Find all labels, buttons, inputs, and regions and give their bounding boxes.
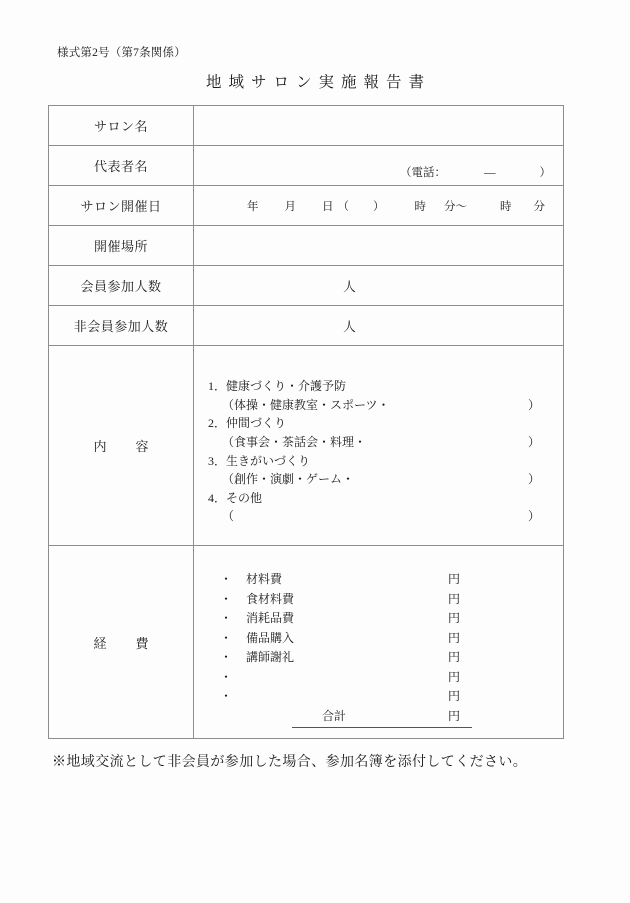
content-item-examples: （体操・健康教室・スポーツ・: [222, 397, 390, 412]
bullet-icon: ・: [220, 591, 233, 606]
content-item-close-paren: ）: [528, 472, 541, 487]
table-row-representative: [49, 146, 564, 186]
phone-suffix: ）: [539, 167, 551, 179]
content-item-examples: （: [222, 509, 235, 524]
content-item-number: 3．: [208, 453, 227, 468]
expense-item-list: [194, 556, 563, 728]
report-form-table: [48, 105, 564, 739]
label-representative: 代表者名: [49, 146, 194, 186]
content-item[interactable]: [208, 414, 563, 433]
content-item-close-paren: ）: [528, 397, 541, 412]
expense-total-currency: 円: [448, 708, 461, 723]
field-nonmember-count[interactable]: [194, 306, 564, 346]
content-item-detail[interactable]: [208, 433, 563, 452]
expense-total-row[interactable]: [292, 707, 472, 728]
phone-prefix: （電話：: [400, 167, 446, 179]
content-item-examples: （創作・演劇・ゲーム・: [222, 472, 355, 487]
bullet-icon: ・: [220, 650, 233, 665]
expense-currency: 円: [448, 591, 461, 606]
content-item-title: 生きがいづくり: [226, 453, 311, 468]
label-held-date: サロン開催日: [49, 186, 194, 226]
expense-row-blank[interactable]: [220, 687, 563, 707]
content-item-number: 1．: [208, 379, 227, 394]
bullet-icon: ・: [220, 669, 233, 684]
page-title: 地域サロン実施報告書: [205, 74, 431, 91]
field-held-date[interactable]: [194, 186, 564, 226]
time-minute-start: 分～: [444, 200, 467, 213]
content-item-number: 2．: [208, 416, 227, 431]
content-item[interactable]: [208, 489, 563, 508]
expense-name: 講師謝礼: [246, 650, 295, 665]
table-row-content: [49, 346, 564, 546]
label-venue: 開催場所: [49, 226, 194, 266]
table-row-held-date: [49, 186, 564, 226]
table-row-venue: [49, 226, 564, 266]
date-year: 年: [247, 200, 259, 213]
expense-name: 食材料費: [246, 591, 295, 606]
table-row-nonmember-count: [49, 306, 564, 346]
expense-currency: 円: [448, 572, 461, 587]
expense-currency: 円: [448, 650, 461, 665]
content-item-detail[interactable]: [208, 507, 563, 526]
content-option-list: [194, 365, 563, 526]
content-item-title: その他: [226, 490, 263, 505]
content-item-detail[interactable]: [208, 396, 563, 415]
date-placeholder-line: [194, 198, 563, 214]
expense-currency: 円: [448, 689, 461, 704]
label-content: 内 容: [49, 346, 194, 546]
table-row-salon-name: [49, 106, 564, 146]
content-item-title: 仲間づくり: [226, 416, 287, 431]
bullet-icon: ・: [220, 572, 233, 587]
expense-row[interactable]: [220, 590, 563, 610]
field-representative[interactable]: [194, 146, 564, 186]
field-content[interactable]: [194, 346, 564, 546]
phone-placeholder-line: [400, 164, 551, 180]
expense-row[interactable]: [220, 629, 563, 649]
content-item-number: 4．: [208, 490, 227, 505]
nonmember-count-unit: 人: [343, 319, 356, 334]
content-item-title: 健康づくり・介護予防: [226, 379, 347, 394]
expense-total-label: 合計: [322, 708, 347, 723]
label-expense: 経 費: [49, 546, 194, 739]
table-row-expense: [49, 546, 564, 739]
expense-currency: 円: [448, 669, 461, 684]
bullet-icon: ・: [220, 689, 233, 704]
expense-row-blank[interactable]: [220, 668, 563, 688]
expense-name: 備品購入: [246, 630, 295, 645]
content-item-close-paren: ）: [528, 434, 541, 449]
time-hour-end: 時: [500, 200, 512, 213]
content-item-detail[interactable]: [208, 470, 563, 489]
content-item-examples: （食事会・茶話会・料理・: [222, 434, 367, 449]
field-expense[interactable]: [194, 546, 564, 739]
content-item[interactable]: [208, 377, 563, 396]
expense-name: 消耗品費: [246, 611, 295, 626]
weekday-close-paren: ）: [373, 200, 385, 213]
field-member-count[interactable]: [194, 266, 564, 306]
bullet-icon: ・: [220, 630, 233, 645]
date-day: 日: [322, 200, 334, 213]
expense-row[interactable]: [220, 648, 563, 668]
label-member-count: 会員参加人数: [49, 266, 194, 306]
content-item-close-paren: ）: [528, 509, 541, 524]
table-row-member-count: [49, 266, 564, 306]
field-venue[interactable]: [194, 226, 564, 266]
bullet-icon: ・: [220, 611, 233, 626]
footer-note: ※地域交流として非会員が参加した場合、参加名簿を添付してください。: [52, 755, 528, 770]
member-count-unit: 人: [343, 279, 356, 294]
phone-dash: ―: [484, 167, 496, 179]
expense-row[interactable]: [220, 570, 563, 590]
time-hour-start: 時: [414, 200, 426, 213]
date-month: 月: [284, 200, 296, 213]
weekday-open-paren: （: [337, 200, 349, 213]
expense-row[interactable]: [220, 609, 563, 629]
time-minute-end: 分: [533, 200, 545, 213]
label-nonmember-count: 非会員参加人数: [49, 306, 194, 346]
expense-currency: 円: [448, 630, 461, 645]
label-salon-name: サロン名: [49, 106, 194, 146]
form-code-label: 様式第2号（第7条関係）: [57, 47, 186, 59]
field-salon-name[interactable]: [194, 106, 564, 146]
expense-name: 材料費: [246, 572, 283, 587]
content-item[interactable]: [208, 452, 563, 471]
expense-currency: 円: [448, 611, 461, 626]
